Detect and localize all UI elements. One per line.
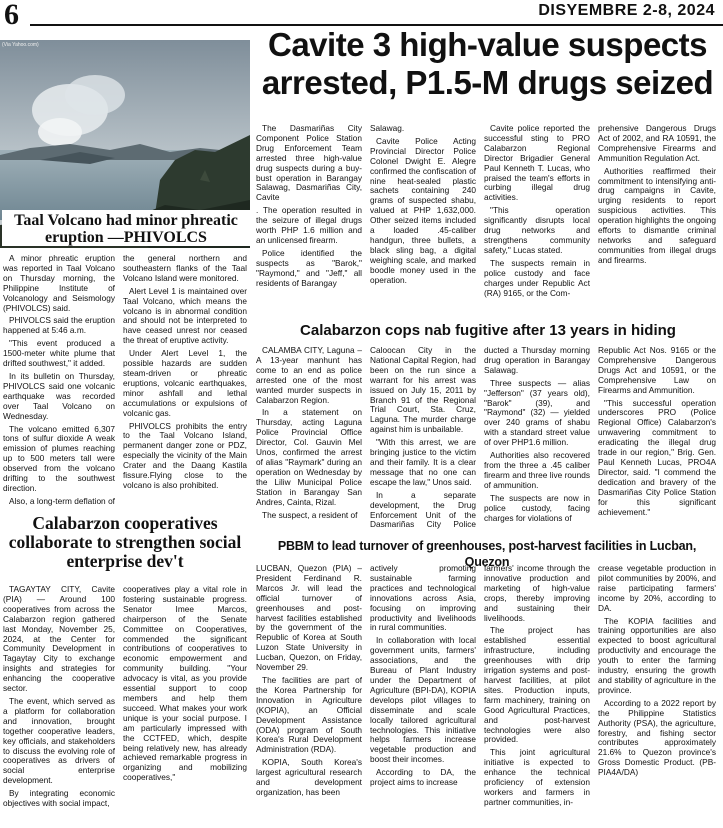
fugitive-story-col-1 (256, 346, 362, 530)
fugitive-story-col-3 (484, 346, 590, 530)
paragraph: In collaboration with local government units, farmers' associations, and the Bureau of Plant Industry under the Department of Agriculture (BPI-DA), KOPIA develops pilot villages to disseminate and scale locally tailored agricultural technologies. This initiative helps farmers increase vegetable production and boost their incomes. (370, 635, 476, 765)
paragraph: Three suspects — alias "Jefferson" (37 years old), "Barok" (39), and "Raymond" (32) — yielded over 240 grams of shabu with a standard street value of over PHP1.6 million. (484, 377, 590, 448)
pbbm-story-col-4 (598, 564, 716, 828)
coop-headline: Calabarzon cooperatives collaborate to strengthen social enterprise dev't (8, 513, 242, 571)
fugitive-story-col-4 (598, 346, 716, 530)
paragraph: ducted a Thursday morning drug operation in Barangay Salawag. (484, 346, 590, 375)
paragraph: The Dasmariñas City Component Police Station Drug Enforcement Team arrested three high-value drug suspects during a buy-bust operation in Barangay Salawag, Dasmariñas City, Cavite (256, 124, 362, 203)
paragraph: Also, a long-term deflation of (9, 495, 115, 506)
pbbm-story-col-3 (484, 564, 590, 828)
main-story-col-4 (598, 124, 716, 320)
paragraph: In its bulletin on Thursday, PHIVOLCS said one volcanic earthquake was recorded over Taal Volcano on Wednesday. (3, 370, 115, 421)
pbbm-story-col-1 (256, 564, 362, 828)
paragraph: In a separate development, the Drug Enforcement Unit of the Dasmariñas City Police (370, 489, 476, 530)
pbbm-headline: PBBM to lead turnover of greenhouses, post-harvest facilities in Lucban, Quezon (277, 539, 697, 569)
main-headline: Cavite 3 high-value suspects arrested, P1.5-M drugs seized (261, 26, 714, 101)
paragraph: "This successful operation underscores PRO (Police Regional Office) Calabarzon's unwavering commitment to eradicating the illegal drug trade in our region," Brig. Gen. Paul Kenneth Lucas, PRO4A Director, said. "I commend the dedication and bravery of the Dasmariñas City Police Station for this significant achievement." (598, 397, 716, 517)
paragraph: Under Alert Level 1, the possible hazards are sudden steam-driven or phreatic eruptions, volcanic earthquakes, minor ashfall and lethal accumulations or expulsions of volcanic gas. (123, 348, 247, 418)
paragraph: the general northern and southeastern flanks of the Taal Volcano Island were monitored. (123, 254, 247, 283)
taal-story-col-2 (123, 254, 247, 506)
taal-story-col-1 (3, 254, 115, 506)
paragraph: cooperatives play a vital role in fostering sustainable progress. Senator Imee Marcos, chairperson of the Senate Committee on Cooperatives, commended the significant contributions of cooperatives to economic empowerment and community building. "Your advocacy is vital, as you provide essential support to coop members and help them succeed. What makes your work unique is your social purpose. I am particularly impressed with the CCTFED, which, despite being relatively new, has already achieved remarkable progress in organizing and mobilizing cooperatives," (123, 585, 247, 783)
taal-headline: Taal Volcano had minor phreatic eruption —PHIVOLCS (2, 210, 250, 246)
photo-caption: (Via Yahoo.com) (2, 42, 39, 48)
paragraph: The event, which served as a platform for collaboration and innovation, brought together cooperative leaders, key officials, and stakeholders to discuss the evolving role of cooperatives as drivers of social enterprise development. (3, 695, 115, 786)
paragraph: Republic Act Nos. 9165 or the Comprehensive Dangerous Drugs Act and 10591, or the Comprehensive Law on Firearms and Ammunition. (598, 346, 716, 395)
paragraph: According to a 2022 report by the Philippine Statistics Authority (PSA), the agriculture, forestry, and fishing sector contributes approximately 21.6% to Quezon province's Gross Domestic Product. (PB-PIA4A/DA) (598, 697, 716, 778)
paragraph: Alert Level 1 is maintained over Taal Volcano, which means the volcano is in abnormal condition and should not be interpreted to have ceased unrest nor ceased the threat of eruptive activity. (123, 285, 247, 346)
paragraph: The volcano emitted 6,307 tons of sulfur dioxide A weak emission of plumes reaching up to 500 meters tall were observed from the volcano drifting to the southwest direction. (3, 423, 115, 493)
paragraph: . The operation resulted in the seizure of illegal drugs worth PHP 1.6 million and an unlicensed firearm. (256, 205, 362, 245)
paragraph: actively promoting sustainable farming practices and technological innovations across Asia, focusing on improving productivity and livelihoods in rural communities. (370, 564, 476, 633)
pbbm-story-col-2 (370, 564, 476, 828)
paragraph: The project has established essential infrastructure, including greenhouses with drip irrigation systems and post-harvest facilities, at pilot sites. Production inputs, farm machinery, training on Good Agricultural Practices, and post-harvest technologies were also provided. (484, 625, 590, 745)
paragraph: "This operation significantly disrupts local drug networks and strengthens community safety," Lucas stated. (484, 205, 590, 255)
main-story-col-3 (484, 124, 590, 320)
paragraph: prehensive Dangerous Drugs Act of 2002, and RA 10591, the Comprehensive Firearms and Ammunition Regulation Act. (598, 124, 716, 163)
coop-story-col-1 (3, 585, 115, 828)
paragraph: "This event produced a 1500-meter white plume that drifted southwest," it added. (3, 338, 115, 369)
paragraph: crease vegetable production in pilot communities by 200%, and raise participating farmers' income by 20%, according to DA. (598, 564, 716, 613)
paragraph: KOPIA, South Korea's largest agricultural research and development organization, has been (256, 757, 362, 797)
paragraph: Cavite police reported the successful sting to PRO Calabarzon Regional Director Brigadier General Paul Kenneth T. Lucas, who praised the team's efforts in curbing illegal drug activities. (484, 124, 590, 203)
fugitive-story-col-2 (370, 346, 476, 530)
paragraph: Police identified the suspects as "Barok," "Raymond," and "Jeff," all residents of Barangay (256, 247, 362, 288)
paragraph: PHIVOLCS prohibits the entry to the Taal Volcano Island, permanent danger zone or PDZ, especially the vicinity of the Main Crater and the Daang Kastila fissure.Flying close to the volcano is also prohibited. (123, 420, 247, 490)
paragraph: LUCBAN, Quezon (PIA) – President Ferdinand R. Marcos Jr. will lead the official turnover of greenhouses and post-harvest facilities established by the government of the Republic of Korea at South Luzon State University in Lucban, Quezon, on Friday, November 29. (256, 564, 362, 673)
paragraph: TAGAYTAY CITY, Cavite (PIA) — Around 100 cooperatives from across the Calabarzon region gathered last Monday, November 25, 2024, at the Center for Community Development in Tagaytay City to exchange insights and strategies for enhancing the cooperative sector. (3, 585, 115, 694)
paragraph: farmers' income through the innovative production and marketing of high-value crops, thereby improving and sustaining their livelihoods. (484, 564, 590, 623)
main-story-col-2 (370, 124, 476, 320)
paragraph: CALAMBA CITY, Laguna – A 13-year manhunt has come to an end as police arrested one of the most wanted murder suspects in Calabarzon Region. (256, 346, 362, 405)
paragraph: In a statement on Thursday, acting Laguna Police Provincial Office Director, Col. Gauvin Mel Unos, confirmed the arrest of alias "Raymark" during an operation on Wednesday by the Liliw Municipal Police Station in Barangay San Andres, Cainta, Rizal. (256, 407, 362, 507)
paragraph: Authorities reaffirmed their commitment to intensifying anti-drug campaigns in Cavite, urging residents to report suspicious activities. This operation highlights the ongoing efforts to dismantle criminal networks and safeguard communities from illegal drugs and firearms. (598, 165, 716, 265)
paragraph: The facilities are part of the Korea Partnership for Innovation in Agriculture (KOPIA), an Official Development Assistance (ODA) program of South Korea's Rural Development Administration (RDA). (256, 674, 362, 755)
page-number: 6 (4, 0, 19, 31)
paragraph: According to DA, the project aims to increase (370, 767, 476, 788)
paragraph: The suspects remain in police custody and face charges under Republic Act (RA) 9165, or the Com- (484, 257, 590, 298)
paragraph: The suspects are now in police custody, facing charges for violations of (484, 492, 590, 523)
paragraph: Cavite Police Acting Provincial Director Police Colonel Dwight E. Alegre confirmed the confiscation of nine heat-sealed plastic sachets containing 240 grams of suspected shabu, valued at PHP 1,632,000. Other seized items included a loaded .45-caliber handgun, three bullets, a black sling bag, a digital weighing scale, and marked boodle money used in the operation. (370, 135, 476, 285)
paragraph: The KOPIA facilities and training opportunities are also expected to boost agricultural productivity and encourage the youth to enter the farming industry, ensuring the growth and stability of agriculture in the province. (598, 615, 716, 695)
paragraph: Salawag. (370, 124, 405, 133)
main-story-col-1 (256, 124, 362, 320)
issue-date: DISYEMBRE 2-8, 2024 (538, 2, 715, 19)
paragraph: Authorities also recovered from the three a .45 caliber firearm and three live rounds of ammunition. (484, 450, 590, 490)
paragraph: PHIVOLCS said the eruption happened at 5:46 a.m. (3, 315, 115, 336)
fugitive-headline: Calabarzon cops nab fugitive after 13 years in hiding (300, 322, 676, 339)
paragraph: Caloocan City in the National Capital Region, had been on the run since a warrant for his arrest was issued on July 15, 2011 by Branch 91 of the Regional Trial Court, Sta. Cruz, Laguna. The murder charge against him is unbailable. (370, 346, 476, 435)
paragraph: By integrating economic objectives with social impact, (3, 788, 115, 809)
paragraph: A minor phreatic eruption was reported in Taal Volcano on Thursday morning, the Philippine Institute of Volcanology and Seismology (PHIVOLCS) said. (3, 254, 115, 313)
coop-story-col-2 (123, 585, 247, 828)
paragraph: This joint agricultural initiative is expected to enhance the technical proficiency of extension workers and farmers in partner communities, in- (484, 747, 590, 807)
paragraph: The suspect, a resident of (262, 509, 358, 520)
paragraph: "With this arrest, we are bringing justice to the victim and their family. It is a clear message that no one can escape the law," Unos said. (370, 437, 476, 487)
